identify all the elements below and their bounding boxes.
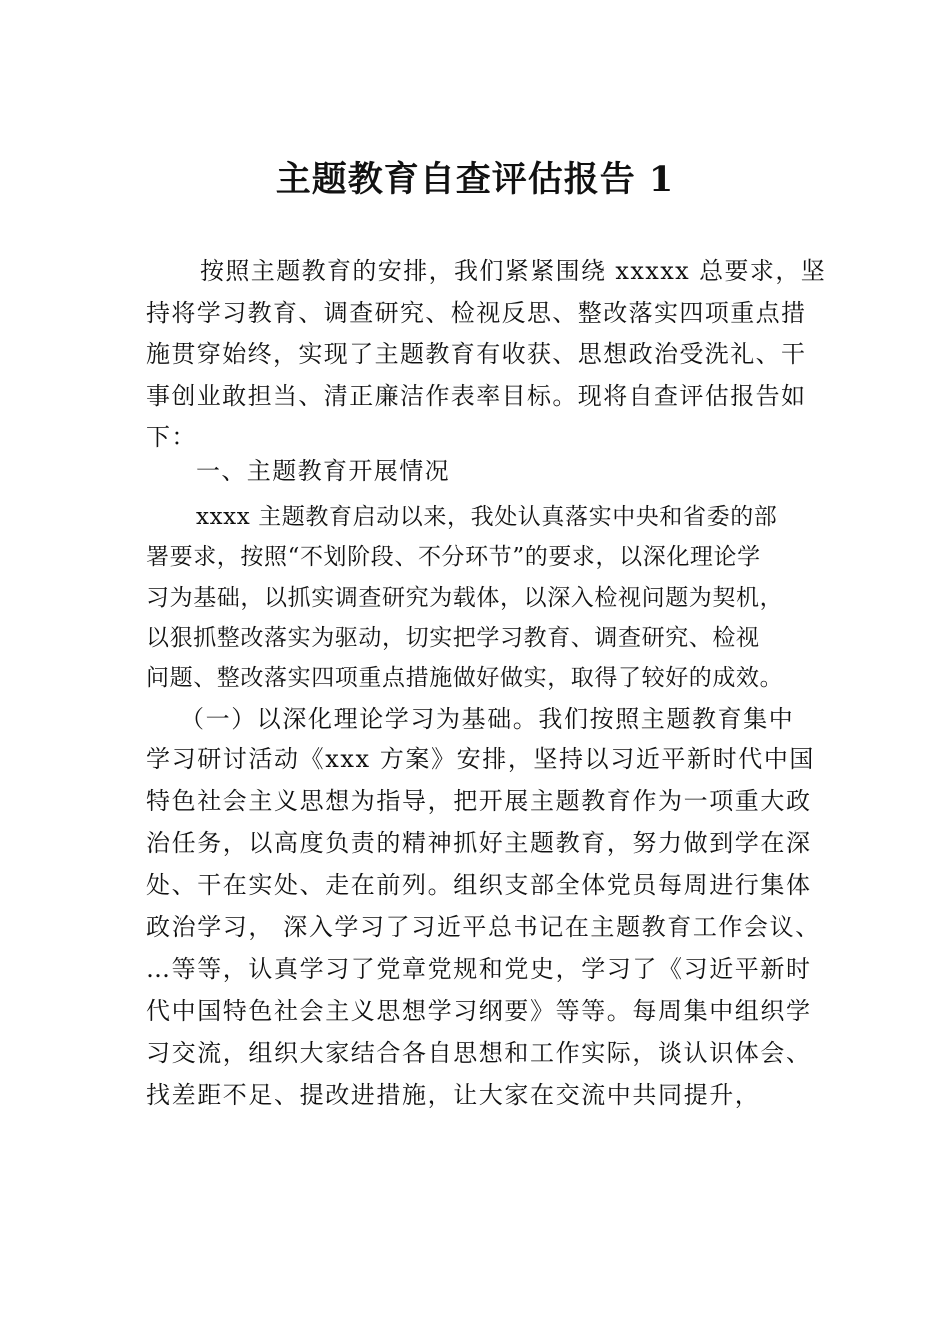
body-line: 处、干在实处、走在前列。组织支部全体党员每周进行集体 xyxy=(146,871,812,899)
body-line: 习为基础，以抓实调查研究为载体，以深入检视问题为契机， xyxy=(146,585,784,611)
body-line: 治任务，以高度负责的精神抓好主题教育，努力做到学在深 xyxy=(146,829,812,857)
body-line: 下： xyxy=(146,423,197,451)
body-line: …等等，认真学习了党章党规和党史，学习了《习近平新时 xyxy=(146,955,812,983)
body-line: 特色社会主义思想为指导，把开展主题教育作为一项重大政 xyxy=(146,787,812,815)
subsection-heading: （一）以深化理论学习为基础。我们按照主题教育集中 xyxy=(180,705,795,733)
body-line: 以狠抓整改落实为驱动，切实把学习教育、调查研究、检视 xyxy=(146,625,760,651)
body-line: xxxx 主题教育启动以来，我处认真落实中央和省委的部 xyxy=(196,504,778,530)
body-line: 习交流，组织大家结合各自思想和工作实际，谈认识体会、 xyxy=(146,1039,812,1067)
body-line: 代中国特色社会主义思想学习纲要》等等。每周集中组织学 xyxy=(146,997,812,1025)
body-line: 找差距不足、提改进措施，让大家在交流中共同提升， xyxy=(146,1081,761,1109)
body-line: 事创业敢担当、清正廉洁作表率目标。现将自查评估报告如 xyxy=(146,382,807,410)
section-heading: 一、主题教育开展情况 xyxy=(196,457,450,485)
document-title: 主题教育自查评估报告 1 xyxy=(275,159,675,200)
body-line: 施贯穿始终，实现了主题教育有收获、思想政治受洗礼、干 xyxy=(146,340,807,368)
body-line: 政治学习， 深入学习了习近平总书记在主题教育工作会议、 xyxy=(146,913,821,941)
body-line: 学习研讨活动《xxx 方案》安排，坚持以习近平新时代中国 xyxy=(146,745,816,773)
body-line: 持将学习教育、调查研究、检视反思、整改落实四项重点措 xyxy=(146,299,807,327)
body-line: 署要求，按照“不划阶段、不分环节”的要求，以深化理论学 xyxy=(146,544,761,570)
body-line: 按照主题教育的安排，我们紧紧围绕 xxxxx 总要求，坚 xyxy=(200,257,827,285)
body-line: 问题、整改落实四项重点措施做好做实，取得了较好的成效。 xyxy=(146,665,784,691)
